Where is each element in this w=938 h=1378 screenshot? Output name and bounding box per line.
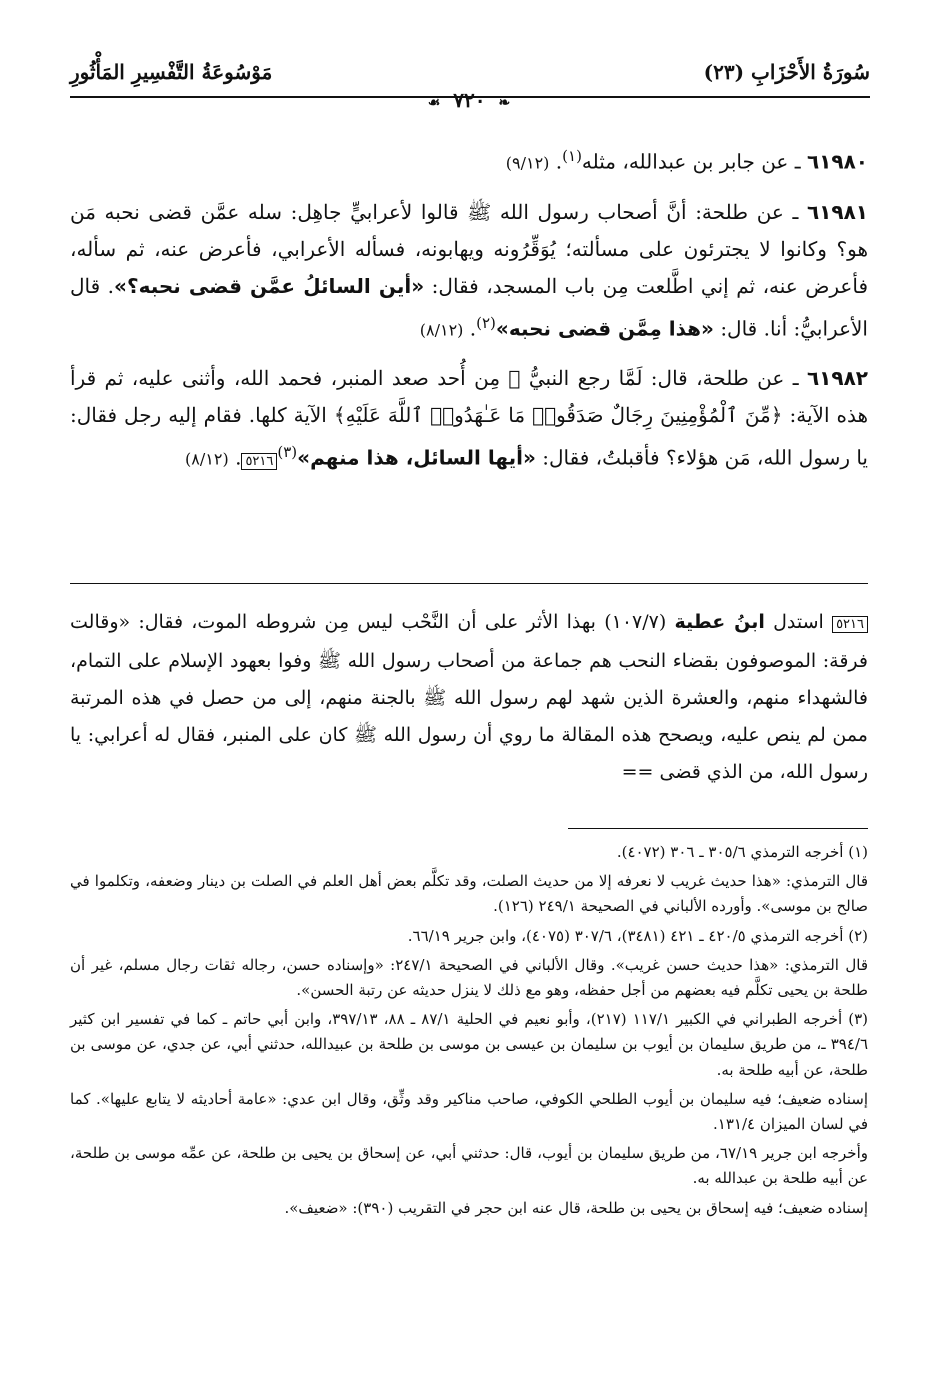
entry-text: ـ عن طلحة، قال: لَمَّا رجع النبيُّ ﷺ مِن أُحد صعد المنبر، فحمد الله، وأثنى عليه، ثم قرأ هذه الآية: — [70, 366, 869, 428]
hadith-quote: «أيها السائل، هذا منهم» — [297, 445, 536, 470]
footnote-line: إسناده ضعيف؛ فيه إسحاق بن يحيى بن طلحة، قال عنه ابن حجر في التقريب (٣٩٠): «ضعيف». — [284, 1198, 868, 1217]
page-number: ٧٢٠ — [453, 88, 486, 112]
entry-tail: . — [555, 149, 563, 174]
book-title: مَوْسُوعَةُ التَّفْسِيرِ المَأْثُورِ — [70, 60, 273, 84]
footnote-ref: (٣) — [277, 443, 298, 462]
main-text — [70, 138, 868, 492]
commentary — [70, 604, 868, 791]
quran-verse: ﴿مِّنَ ٱلْمُؤْمِنِينَ رِجَالٌ صَدَقُوا۟ مَا عَـٰهَدُوا۟ ٱللَّهَ عَلَيْهِ﴾ — [333, 403, 783, 428]
entry-tail: . — [469, 316, 477, 341]
entry-number: ٦١٩٨٢ — [806, 366, 869, 391]
footnote-line: إسناده ضعيف؛ فيه سليمان بن أيوب الطلحي الكوفي، صاحب مناكير وقد وثِّق، وقال ابن عدي: «عامة أحاديثه لا يتابع عليها». كما في لسان الميزان ١٣١/٤. — [70, 1089, 868, 1134]
hadith-quote: «هذا مِمَّن قضى نحبه» — [495, 316, 714, 341]
footnotes — [70, 840, 868, 1225]
page-number-line — [0, 88, 938, 112]
entry-tail: . — [235, 445, 242, 470]
footnote-line: قال الترمذي: «هذا حديث حسن غريب». وقال الألباني في الصحيحة ٢٤٧/١: «وإسناده حسن، رجاله ثقات رجال مسلم، غير أن طلحة بن يحيى تكلَّم فيه بعضهم من أجل حفظه، وهو مع ذلك لا ينزل حديثه عن رتبة الحسن». — [70, 955, 868, 1000]
commentary-author: ابنُ عطية — [674, 611, 765, 633]
source-ref: (٨/١٢) — [419, 320, 464, 340]
commentary-text: (١٠٧/٧) بهذا الأثر على أن النَّحْب ليس مِن شروطه الموت، فقال: «وقالت فرقة: الموصوفون بقضاء النحب هم جماعة من أصحاب رسول الله ﷺ وفوا بعهود الإسلام على التمام، فالشهداء منهم، والعشرة الذين شهد لهم رسول الله ﷺ بالجنة منهم، إلى من حصل في هذه المرتبة ممن لم ينص عليه، ويصحح هذه المقالة ما روي أن رسول الله ﷺ كان على المنبر، فقال له أعرابي: يا رسول الله، من الذي قضى == — [70, 611, 868, 783]
commentary-box-ref: ٥٢١٦ — [241, 453, 277, 470]
footnote-line: وأخرجه ابن جرير ٦٧/١٩، من طريق سليمان بن أيوب، قال: حدثني أبي، عن إسحاق بن يحيى بن طلحة، عن عمِّه موسى بن طلحة، عن أبيه طلحة بن عبدالله به. — [70, 1144, 868, 1188]
footnote-line: (١) أخرجه الترمذي ٣٠٥/٦ ـ ٣٠٦ (٤٠٧٢). — [616, 843, 868, 861]
footnote-line: (٢) أخرجه الترمذي ٤٢٠/٥ ـ ٤٢١ (٣٤٨١)، ٣٠٧/٦ (٤٠٧٥)، وابن جرير ٦٦/١٩. — [407, 926, 868, 945]
footnote-ref: (٢) — [476, 313, 496, 332]
entry-61982 — [70, 360, 868, 480]
commentary-text: استدل — [773, 611, 824, 633]
footnote-rule — [568, 828, 868, 829]
commentary-box-label: ٥٢١٦ — [832, 616, 868, 633]
entry-61980 — [70, 138, 868, 182]
entry-text: ـ عن جابر بن عبدالله، مثله — [581, 149, 801, 174]
ornament-icon: ❧ — [498, 95, 511, 111]
hadith-quote: «أين السائلُ عمَّن قضى نحبه؟» — [114, 273, 425, 298]
source-ref: (٩/١٢) — [505, 153, 550, 173]
ornament-icon: ☙ — [427, 95, 441, 111]
surah-title: سُورَةُ الأَحْزَابِ (٢٣) — [703, 60, 870, 84]
commentary-rule — [70, 583, 868, 584]
footnote-line: قال الترمذي: «هذا حديث غريب لا نعرفه إلا من حديث الصلت، وقد تكلَّم بعض أهل العلم في الصلت بن دينار وضعفه، وتكلموا في صالح بن موسى». وأورده الألباني في الصحيحة ٢٤٩/١ (١٢٦). — [70, 872, 868, 916]
source-ref: (٨/١٢) — [185, 449, 229, 469]
entry-text: الآية كلها. فقام إليه رجل فقال: يا رسول الله، مَن هؤلاء؟ فأقبلتُ، فقال: — [70, 403, 868, 470]
entry-number: ٦١٩٨٠ — [806, 149, 868, 174]
entry-61981 — [70, 194, 868, 349]
entry-text: . قال الأعرابيُّ: أنا. قال: — [70, 273, 868, 341]
entry-number: ٦١٩٨١ — [806, 199, 868, 224]
footnote-ref: (١) — [562, 147, 582, 165]
footnote-line: (٣) أخرجه الطبراني في الكبير ١١٧/١ (٢١٧)، وأبو نعيم في الحلية ٨٧/١ ـ ٨٨، ٣٩٧/١٣، وابن أبي حاتم ـ كما في تفسير ابن كثير ٣٩٤/٦ ـ، من طريق سليمان بن أيوب بن سليمان بن عيسى بن موسى بن طلحة بن عبيدالله، حدثني أبي، عن جدي، عن موسى بن طلحة، عن أبيه طلحة به. — [70, 1010, 869, 1079]
entry-text: ـ عن طلحة: أنَّ أصحاب رسول الله ﷺ قالوا لأعرابيٍّ جاهِل: سله عمَّن قضى نحبه مَن هو؟ وكانوا لا يجترئون على مسألته؛ يُوَقِّرُونه ويهابونه، فسأله الأعرابي، فأعرض عنه، ثم سأله، فأعرض عنه، ثم إني اطَّلعت مِن باب المسجد، فقال: — [70, 199, 869, 298]
